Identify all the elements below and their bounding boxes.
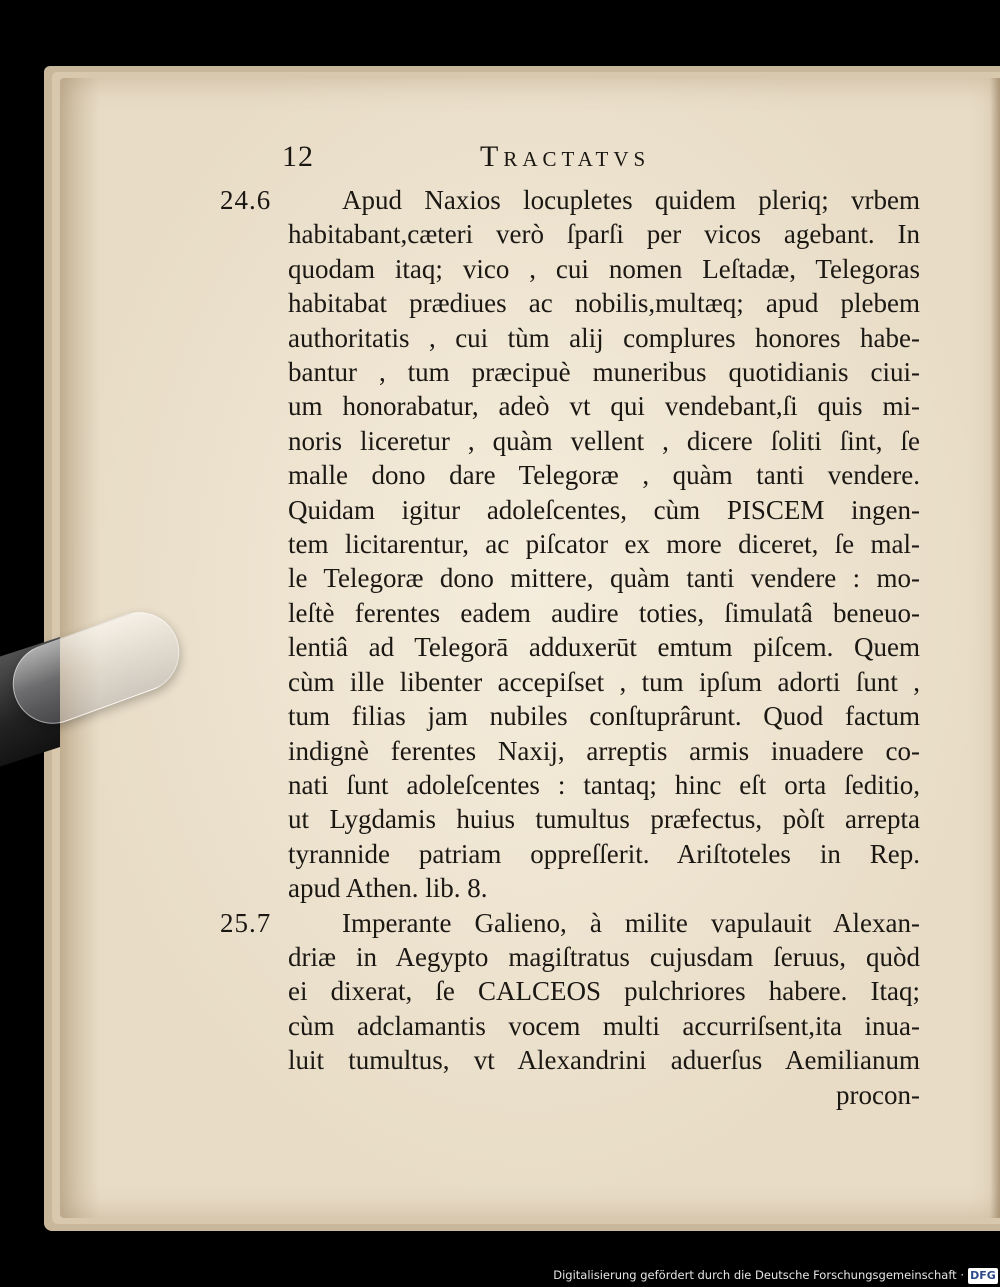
text-line: cùm ille libenter accepiſset , tum ipſum adorti ſunt , [288,666,920,697]
paragraph-25 [220,906,920,1078]
paragraph-marker: 24.6 [220,185,272,215]
text-line: Imperante Galieno, à milite vapulauit Alexan- [342,907,920,938]
paragraph-24 [220,183,920,906]
dfg-logo: DFG [968,1268,998,1284]
text-line: habitabant,cæteri verò ſparſi per vicos agebant. In [288,219,920,250]
text-line: luit tumultus, vt Alexandrini aduerſus Aemilianum [288,1045,920,1076]
text-line: ut Lygdamis huius tumultus præfectus, pòſt arrepta [288,804,920,835]
text-block [220,183,920,1112]
catchword: procon- [836,1079,920,1110]
running-title: Tractatvs [480,140,651,173]
text-line: habitabat prædiues ac nobilis,multæq; apud plebem [288,288,920,319]
text-line: tum filias jam nubiles conſtuprârunt. Quod factum [288,701,920,732]
text-line: quodam itaq; vico , cui nomen Leſtadæ, Telegoras [288,253,920,284]
text-line: malle dono dare Telegoræ , quàm tanti vendere. [288,460,920,491]
text-line: Quidam igitur adoleſcentes, cùm PISCEM ingen- [288,494,920,525]
page-number: 12 [282,140,314,173]
funding-note: Digitalisierung gefördert durch die Deutsche Forschungsgemeinschaft · [553,1268,964,1282]
text-line: Apud Naxios locupletes quidem pleriq; vrbem [342,185,920,215]
text-line: driæ in Aegypto magiſtratus cujusdam ſeruus, quòd [288,941,920,972]
text-line: cùm adclamantis vocem multi accurriſsent,ita inua- [288,1010,920,1041]
text-line: leſtè ferentes eadem audire toties, ſimulatâ beneuo- [288,597,920,628]
text-line: tyrannide patriam oppreſſerit. Ariſtoteles in Rep. [288,838,920,869]
text-line: apud Athen. lib. 8. [288,873,488,904]
text-line: nati ſunt adoleſcentes : tantaq; hinc eſt orta ſeditio, [288,769,920,800]
text-line: bantur , tum præcipuè muneribus quotidianis ciui- [288,357,920,388]
text-line: lentiâ ad Telegorā adduxerūt emtum piſcem. Quem [288,632,920,663]
page-gutter-shadow [990,78,1000,1218]
text-line: noris liceretur , quàm vellent , dicere ſoliti ſint, ſe [288,425,920,456]
text-line: ei dixerat, ſe CALCEOS pulchriores habere. Itaq; [288,976,920,1007]
text-line: tem licitarentur, ac piſcator ex more diceret, ſe mal- [288,529,920,560]
text-line: le Telegoræ dono mittere, quàm tanti vendere : mo- [288,563,920,594]
text-line: um honorabatur, adeò vt qui vendebant,ſi quis mi- [288,391,920,422]
text-line: authoritatis , cui tùm alij complures honores habe- [288,322,920,353]
text-line: indignè ferentes Naxij, arreptis armis inuadere co- [288,735,920,766]
paragraph-marker: 25.7 [220,907,272,938]
